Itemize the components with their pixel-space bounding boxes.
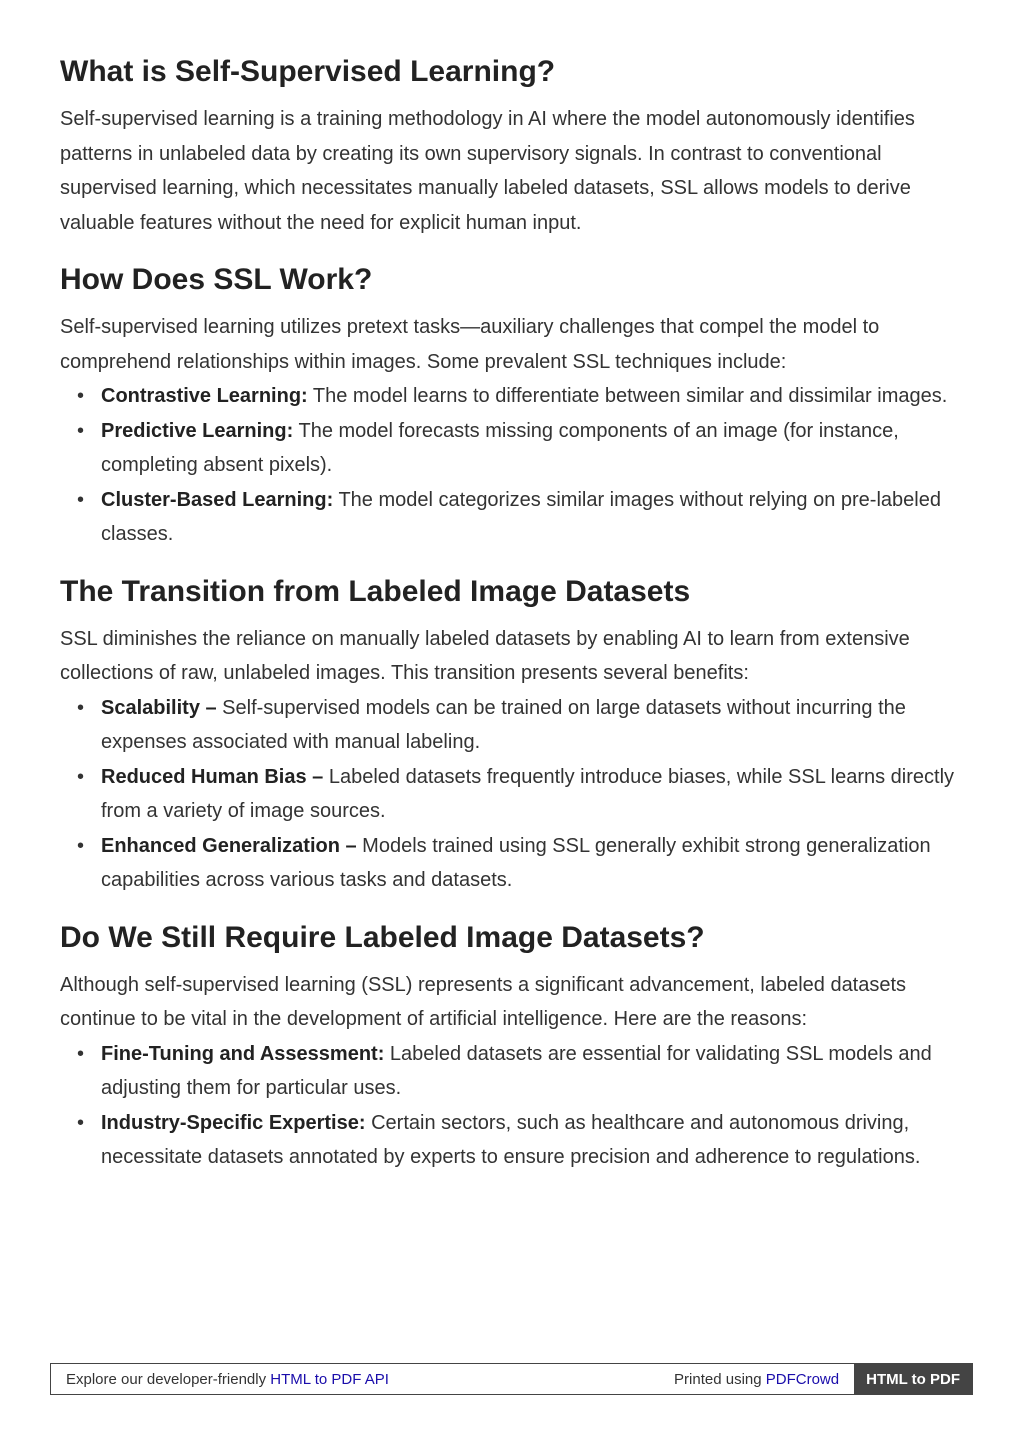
section-heading: The Transition from Labeled Image Datasets: [60, 574, 691, 608]
list-item-text: The model learns to differentiate between similar and dissimilar images.: [307, 385, 948, 407]
section-paragraph: Self-supervised learning is a training methodology in AI where the model autonomously identifies patterns in unlabeled data by creating its own supervisory signals. In contrast to conventional supervised learning, which necessitates manually labeled datasets, SSL allows models to derive valuable features without the need for explicit human input.: [60, 108, 915, 234]
section-still-require: [60, 918, 970, 1175]
bullet-icon: •: [77, 419, 85, 442]
bullet-icon: •: [77, 834, 85, 857]
bullet-list: [60, 379, 970, 552]
bullet-list: [60, 691, 970, 898]
list-item-text: Labeled datasets are essential for validating SSL models and adjusting them for particular uses.: [101, 1042, 932, 1099]
section-paragraph: Although self-supervised learning (SSL) represents a significant advancement, labeled datasets continue to be vital in the development of artificial intelligence. Here are the reasons:: [60, 973, 907, 1030]
list-item-term: Industry-Specific Expertise:: [101, 1111, 366, 1134]
section-paragraph: Self-supervised learning utilizes pretext tasks—auxiliary challenges that compel the model to comprehend relationships within images. Some prevalent SSL techniques include:: [60, 316, 880, 373]
list-item-text: Self-supervised models can be trained on large datasets without incurring the expenses associated with manual labeling.: [101, 696, 906, 753]
list-item-term: Reduced Human Bias –: [101, 765, 324, 788]
list-item: [77, 1106, 970, 1175]
html-to-pdf-api-link[interactable]: HTML to PDF API: [270, 1370, 389, 1388]
footer-printed-text: Printed using: [674, 1370, 766, 1388]
list-item-text: Models trained using SSL generally exhibit strong generalization capabilities across various tasks and datasets.: [101, 834, 931, 891]
list-item-term: Scalability –: [101, 696, 217, 719]
section-transition: [60, 572, 970, 898]
footer-explore: [51, 1371, 674, 1388]
list-item-text: The model forecasts missing components of an image (for instance, completing absent pixels).: [101, 419, 899, 476]
pdfcrowd-link[interactable]: PDFCrowd: [765, 1370, 840, 1388]
bullet-icon: •: [77, 488, 85, 511]
section-heading: Do We Still Require Labeled Image Datasets?: [60, 920, 705, 954]
list-item-text: Labeled datasets frequently introduce biases, while SSL learns directly from a variety of image sources.: [101, 765, 955, 822]
list-item-term: Cluster-Based Learning:: [101, 488, 334, 511]
list-item-text: Certain sectors, such as healthcare and autonomous driving, necessitate datasets annotated by experts to ensure precision and adherence to regulations.: [101, 1111, 921, 1168]
section-paragraph: SSL diminishes the reliance on manually labeled datasets by enabling AI to learn from extensive collections of raw, unlabeled images. This transition presents several benefits:: [60, 627, 910, 684]
bullet-icon: •: [77, 765, 85, 788]
list-item-term: Predictive Learning:: [101, 419, 294, 442]
section-what-is-ssl: [60, 52, 970, 240]
footer-explore-text: Explore our developer-friendly: [66, 1370, 271, 1388]
list-item-term: Contrastive Learning:: [101, 385, 308, 407]
pdfcrowd-footer: [50, 1363, 973, 1395]
list-item: [77, 414, 970, 483]
bullet-icon: •: [77, 385, 85, 407]
footer-printed: [674, 1371, 854, 1388]
section-heading: What is Self-Supervised Learning?: [60, 55, 556, 88]
list-item: [77, 1037, 970, 1106]
bullet-list: [60, 1037, 970, 1175]
html-to-pdf-badge[interactable]: HTML to PDF: [854, 1364, 972, 1394]
list-item: [77, 483, 970, 552]
bullet-icon: •: [77, 1111, 85, 1134]
section-how-ssl-works: [60, 260, 970, 552]
list-item: [77, 379, 970, 414]
list-item: [77, 829, 970, 898]
section-heading: How Does SSL Work?: [60, 263, 373, 296]
list-item: [77, 760, 970, 829]
list-item-term: Enhanced Generalization –: [101, 834, 357, 857]
bullet-icon: •: [77, 1042, 85, 1065]
document-body: [60, 40, 970, 1175]
list-item: [77, 691, 970, 760]
list-item-text: The model categorizes similar images without relying on pre-labeled classes.: [101, 488, 941, 545]
bullet-icon: •: [77, 696, 85, 719]
list-item-term: Fine-Tuning and Assessment:: [101, 1042, 385, 1065]
